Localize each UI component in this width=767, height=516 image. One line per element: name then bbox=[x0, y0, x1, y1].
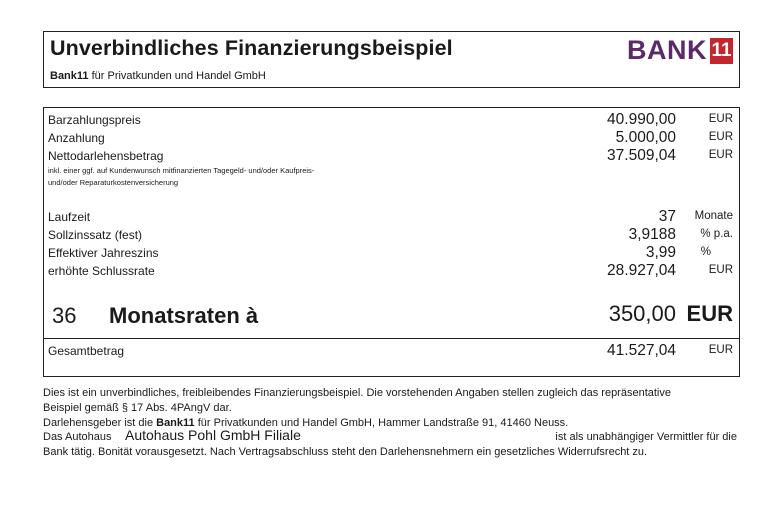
monthly-rate-row bbox=[44, 301, 739, 335]
legal-disclaimer bbox=[43, 386, 743, 460]
autohaus-prefix: Das Autohaus bbox=[43, 431, 112, 444]
row-label: Barzahlungspreis bbox=[48, 113, 141, 127]
lender-bold: Bank11 bbox=[156, 416, 195, 429]
logo-badge: 11 bbox=[710, 38, 733, 64]
row-unit: EUR bbox=[708, 264, 733, 276]
disclaimer-line-1: Dies ist ein unverbindliches, freibleibendes Finanzierungsbeispiel. Die vorstehenden Angaben stellen zugleich das repräsentative bbox=[43, 387, 671, 399]
rate-label: Monatsraten à bbox=[109, 303, 259, 328]
document-title: Unverbindliches Finanzierungsbeispiel bbox=[50, 36, 453, 60]
insurance-note-line-2: und/oder Reparaturkostenversicherung bbox=[48, 178, 179, 187]
row-label: Anzahlung bbox=[48, 131, 105, 145]
row-unit: Monate bbox=[694, 210, 733, 222]
row-label: Sollzinssatz (fest) bbox=[48, 228, 143, 242]
disclaimer-line-4 bbox=[43, 427, 743, 445]
row-value: 40.990,00 bbox=[607, 111, 676, 128]
row-value: 5.000,00 bbox=[615, 129, 676, 146]
row-unit: % p.a. bbox=[700, 228, 733, 240]
row-label: Effektiver Jahreszins bbox=[48, 246, 159, 260]
row-unit: % bbox=[700, 246, 711, 258]
header-box bbox=[43, 31, 740, 88]
disclaimer-line-2: Beispiel gemäß § 17 Abs. 4PAngV dar. bbox=[43, 401, 232, 414]
insurance-note-line-1: inkl. einer ggf. auf Kundenwunsch mitfinanzierten Tagegeld- und/oder Kaufpreis- bbox=[48, 166, 315, 175]
financing-details-box bbox=[43, 107, 740, 377]
autohaus-name: Autohaus Pohl GmbH Filiale bbox=[125, 427, 301, 444]
bank11-logo bbox=[627, 36, 733, 65]
row-value: 28.927,04 bbox=[607, 262, 676, 279]
lender-address: für Privatkunden und Handel GmbH, Hammer Landstraße 91, 41460 Neuss. bbox=[194, 416, 569, 429]
lender-name-bold: Bank11 bbox=[50, 70, 89, 82]
row-unit: EUR bbox=[708, 131, 733, 143]
lender-name-rest: für Privatkunden und Handel GmbH bbox=[88, 70, 266, 82]
rate-count: 36 bbox=[52, 303, 77, 328]
row-label: erhöhte Schlussrate bbox=[48, 264, 155, 278]
row-unit: EUR bbox=[708, 344, 733, 356]
row-label: Laufzeit bbox=[48, 210, 91, 224]
row-value: 41.527,04 bbox=[607, 342, 676, 359]
rate-currency: EUR bbox=[686, 301, 733, 326]
logo-wordmark: BANK bbox=[627, 35, 707, 65]
row-label: Gesamtbetrag bbox=[48, 344, 125, 358]
lender-prefix: Darlehensgeber ist die bbox=[43, 416, 157, 429]
disclaimer-line-5: Bank tätig. Bonität vorausgesetzt. Nach Vertragsabschluss steht den Darlehensnehmern ein gesetzliches Widerrufsrecht zu. bbox=[43, 446, 648, 459]
row-value: 3,9188 bbox=[628, 226, 676, 243]
row-value: 3,99 bbox=[645, 244, 676, 261]
autohaus-suffix: ist als unabhängiger Vermittler für die bbox=[555, 431, 737, 444]
rate-value: 350,00 bbox=[608, 301, 676, 326]
total-divider bbox=[44, 338, 739, 339]
row-unit: EUR bbox=[708, 113, 733, 125]
lender-subtitle bbox=[50, 70, 266, 82]
row-label: Nettodarlehensbetrag bbox=[48, 149, 164, 163]
row-value: 37.509,04 bbox=[607, 147, 676, 164]
row-value: 37 bbox=[658, 208, 676, 225]
row-unit: EUR bbox=[708, 149, 733, 161]
